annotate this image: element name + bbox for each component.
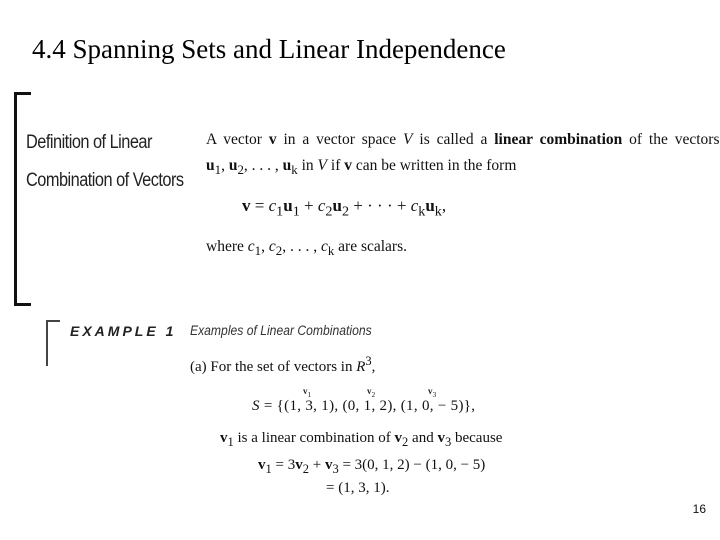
definition-equation: $v = c_1u_1 + c_2u_2$ + · · · + $c_ku_k$,	[242, 196, 447, 220]
definition-name	[26, 124, 184, 200]
example-caption: Examples of Linear Combinations	[190, 323, 372, 338]
slide-title: 4.4 Spanning Sets and Linear Independence	[32, 34, 506, 64]
definition-line-1: A vector v in a vector space V is called a linear combination of the vectors	[206, 131, 720, 148]
example-bracket	[46, 320, 60, 366]
definition-term: linear combination	[494, 131, 623, 148]
definition-name-line2: Combination of Vectors	[26, 170, 184, 191]
page-number: 16	[692, 502, 706, 516]
example-part-a: (a) For the set of vectors in $R^3$,	[190, 354, 376, 375]
vector-label-v3: $v_3$	[428, 386, 437, 399]
example-equation-1: $v_1 = 3v_2 + v_3 = 3(0$, 1, 2) − (1, 0, − 5)	[258, 457, 486, 476]
example-equation-2: = (1, 3, 1).	[326, 480, 390, 496]
definition-name-line1: Definition of Linear	[26, 132, 152, 153]
example-label: EXAMPLE 1	[70, 323, 177, 339]
example-lincomb-statement: $v_1$ is a linear combination of $v_2$ and $v_3$ because	[220, 430, 503, 449]
definition-line-4: where $c_1$, $c_2$, . . . , $c_k$ are scalars.	[206, 238, 407, 259]
vector-label-v1: $v_1$	[303, 386, 312, 399]
definition-line-2: $u_1$, $u_2$, . . . , $u_k$ in V if v can be written in the form	[206, 157, 517, 178]
example-set: S = {(1, 3, 1), (0, 1, 2), (1, 0, − 5)},	[252, 398, 476, 414]
vector-label-v2: $v_2$	[367, 386, 376, 399]
